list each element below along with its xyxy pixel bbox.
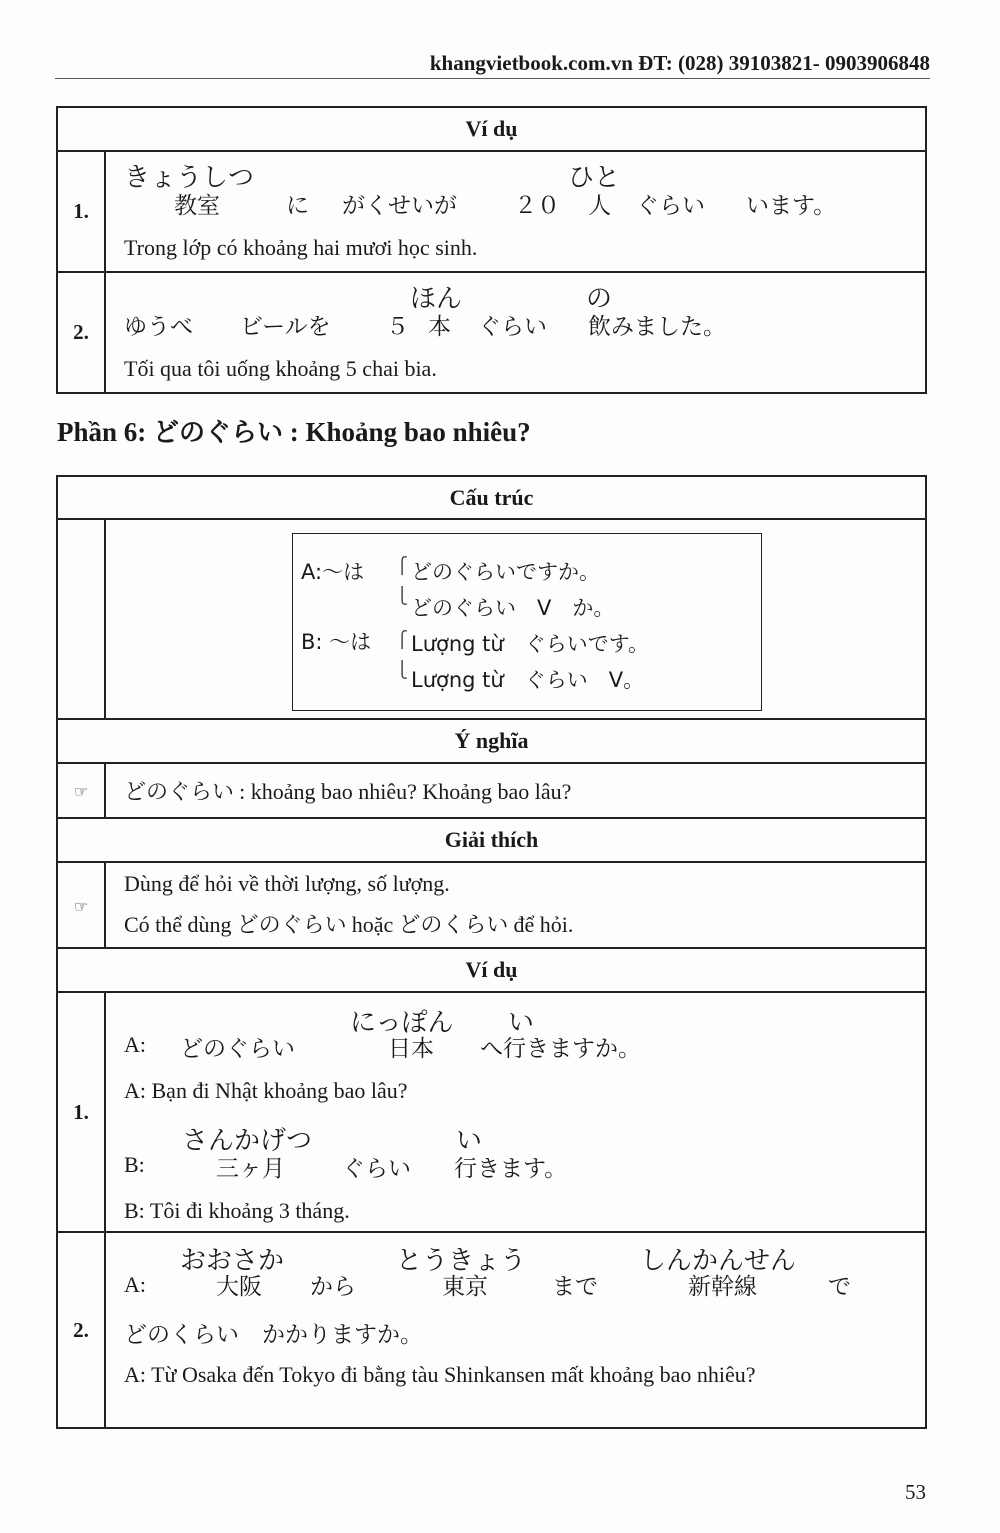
table-row [57,272,926,393]
kanji: 大阪 [216,1274,262,1300]
furigana: おおさか [180,1246,285,1276]
table-row [57,151,926,272]
example-table-1 [56,106,927,394]
translation: A: Từ Osaka đến Tokyo đi bằng tàu Shinkansen mất khoảng bao nhiêu? [124,1362,756,1387]
pointing-hand-icon: ☞ [73,896,89,916]
meaning-text: : khoảng bao nhiêu? Khoảng bao lâu? [239,779,572,804]
structure-a-label: A:～は [301,560,365,584]
verb: 飲みました。 [588,314,726,340]
row-number: 2. [57,1232,105,1428]
furigana: きょうしつ [124,163,255,193]
word: がくせいが [342,193,457,219]
explanation-heading: Giải thích [57,818,926,862]
number: ５ [386,314,409,340]
word: ビールを [240,314,331,340]
furigana: にっぽん [350,1008,454,1038]
furigana: ほん [410,284,463,314]
pointing-hand-icon: ☞ [73,782,89,801]
explanation-line-2: Có thể dùng どのぐらい hoặc どのくらい để hỏi. [124,912,574,938]
row-number: 1. [57,992,105,1232]
kanji: 本 [428,314,451,340]
page-number: 53 [905,1480,926,1504]
furigana: い [456,1126,483,1156]
furigana: とうきょう [396,1246,527,1276]
meaning-japanese: どのぐらい [124,780,235,805]
structure-a-line: どのぐらいですか。 [411,560,600,584]
furigana: さんかげつ [182,1126,313,1156]
speaker-label: A: [124,1032,146,1057]
section-prefix: Phần 6: [57,417,147,447]
word: ぐらい [478,314,547,340]
furigana: しんかんせん [640,1246,797,1276]
word: ぐらい [636,193,705,219]
kanji: 東京 [442,1274,488,1300]
word: どのぐらい [180,1036,295,1062]
verb: へ行きますか。 [480,1036,641,1062]
verb: 行きます。 [454,1156,568,1182]
kanji: 人 [588,193,611,219]
row-number: 2. [57,272,105,393]
particle: から [310,1274,356,1300]
explanation-japanese-1: どのぐらい [236,913,347,938]
page-header: khangvietbook.com.vn ĐT: (028) 39103821- 0903906848 [55,50,930,79]
translation: Trong lớp có khoảng hai mươi học sinh. [124,235,478,260]
furigana: い [508,1008,535,1038]
number: ２０ [514,193,560,219]
translation: Tối qua tôi uống khoảng 5 chai bia. [124,356,437,381]
meaning-heading: Ý nghĩa [57,719,926,763]
translation: B: Tôi đi khoảng 3 tháng. [124,1198,350,1223]
sentence-line: どのくらい かかりますか。 [124,1322,423,1348]
table-heading: Ví dụ [57,107,926,151]
grammar-table [56,475,927,1429]
kanji: 新幹線 [688,1274,757,1300]
speaker-label: A: [124,1272,146,1297]
particle: まで [552,1274,598,1300]
section-suffix: : Khoảng bao nhiêu? [289,417,531,447]
section-japanese: どのぐらい [153,418,284,448]
explanation-japanese-2: どのくらい [398,913,509,938]
examples-heading: Ví dụ [57,948,926,992]
furigana: ひと [568,163,621,193]
furigana: の [586,284,613,314]
structure-heading: Cấu trúc [57,476,926,519]
explanation-line-1: Dùng để hỏi về thời lượng, số lượng. [124,871,450,896]
speaker-label: B: [124,1152,145,1177]
structure-box: A:～は ⎧ ⎩ どのぐらいですか。 どのぐらい V か。 B: ～は ⎧ ⎩ Lượng từ ぐらいです。 Lượng từ ぐらい V。 [292,533,762,711]
structure-b-line: Lượng từ ぐらい V。 [411,668,645,692]
section-title [57,412,531,449]
structure-a-line: どのぐらい V か。 [411,596,615,620]
kanji: 日本 [388,1036,434,1062]
table-row [57,1232,926,1428]
row-number: 1. [57,151,105,272]
particle: に [286,193,309,219]
translation: A: Bạn đi Nhật khoảng bao lâu? [124,1078,408,1103]
particle: で [828,1274,851,1300]
kanji: 教室 [174,193,220,219]
word: ゆうべ [124,314,193,340]
structure-b-label: B: ～は [301,630,372,654]
table-row [57,992,926,1232]
word: ぐらい [342,1156,411,1182]
word: います。 [746,193,837,219]
structure-b-line: Lượng từ ぐらいです。 [411,632,650,656]
kanji: 三ヶ月 [216,1156,285,1182]
